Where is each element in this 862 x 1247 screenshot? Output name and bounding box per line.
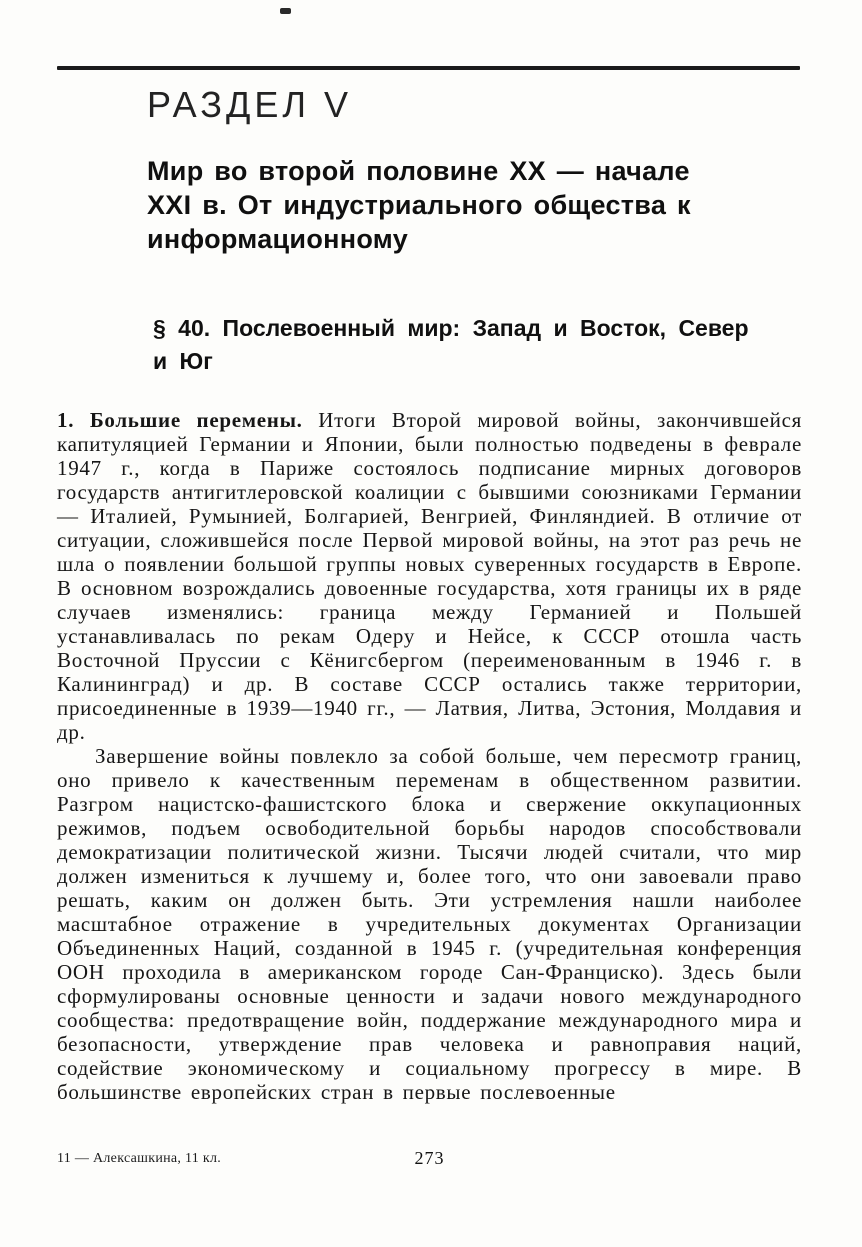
page-footer bbox=[57, 1148, 802, 1178]
paragraph-heading: § 40. Послевоенный мир: Запад и Восток, Север и Юг bbox=[153, 315, 749, 374]
scan-artifact bbox=[280, 8, 291, 14]
body-paragraph-1 bbox=[57, 408, 802, 744]
body-paragraph-2: Завершение войны повлекло за собой больше, чем пересмотр границ, оно привело к качественным переменам в общественном развитии. Разгром нацистско-фашистского блока и свержение оккупационных режимов, подъем освободительной борьбы народов способствовали демократизации политической жизни. Тысячи людей считали, что мир должен измениться к лучшему и, более того, что они завоевали право решать, каким он должен быть. Эти устремления нашли наиболее масштабное отражение в учредительных документах Организации Объединенных Наций, созданной в 1945 г. (учредительная конференция ООН проходила в американском городе Сан-Франциско). Здесь были сформулированы основные ценности и задачи нового международного сообщества: предотвращение войн, поддержание международного мира и безопасности, утверждение прав человека и равноправия наций, содействие экономическому и социальному прогрессу в мире. В большинстве европейских стран в первые послевоенные bbox=[57, 744, 802, 1104]
paragraph-1-text: Итоги Второй мировой войны, закончившейся капитуляцией Германии и Японии, были полностью подведены в феврале 1947 г., когда в Париже состоялось подписание мирных договоров государств антигитлеровской коалиции с бывшими союзниками Германии — Италией, Румынией, Болгарией, Венгрией, Финляндией. В отличие от ситуации, сложившейся после Первой мировой войны, на этот раз речь не шла о появлении большой группы новых суверенных государств в Европе. В основном возрождались довоенные государства, хотя границы их в ряде случаев изменялись: граница между Германией и Польшей устанавливалась по рекам Одеру и Нейсе, к СССР отошла часть Восточной Пруссии с Кёнигсбергом (переименованным в 1946 г. в Калининград) и др. В составе СССР остались также территории, присоединенные в 1939—1940 гг., — Латвия, Литва, Эстония, Молдавия и др. bbox=[57, 408, 802, 744]
chapter-title: Мир во второй половине XX — начале XXI в. От индустриального общества к информационному bbox=[147, 156, 691, 254]
top-rule bbox=[57, 66, 800, 70]
footer-imprint: 11 — Алексашкина, 11 кл. bbox=[57, 1151, 222, 1166]
paragraph-1-lead: 1. Большие перемены. bbox=[57, 408, 303, 432]
section-heading: РАЗДЕЛ V bbox=[147, 84, 352, 125]
page-number: 273 bbox=[414, 1148, 445, 1168]
body-text bbox=[57, 408, 802, 1104]
